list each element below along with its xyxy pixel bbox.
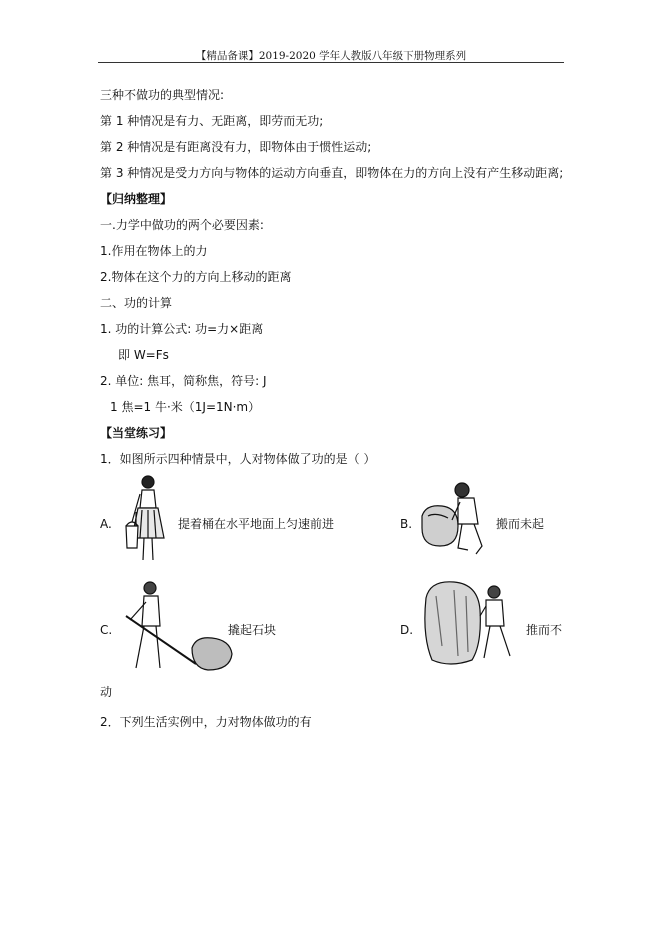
text-line-12: 2. 单位: 焦耳，简称焦，符号: J (100, 374, 267, 388)
man-prying-rock-illustration (116, 578, 238, 674)
text-line-7: 1.作用在物体上的力 (100, 244, 208, 258)
option-a-letter: A. (100, 517, 112, 531)
text-line-6: 一.力学中做功的两个必要因素: (100, 218, 264, 232)
option-c-letter: C. (100, 623, 113, 637)
text-line-1: 三种不做功的典型情况: (100, 88, 225, 102)
text-line-3: 第 2 种情况是有距离没有力，即物体由于惯性运动; (100, 140, 372, 154)
text-line-11: 即 W=Fs (118, 348, 169, 362)
text-line-2: 第 1 种情况是有力、无距离，即劳而无功; (100, 114, 324, 128)
option-b-text: 搬而未起 (496, 517, 545, 531)
section-heading-practice: 【当堂练习】 (100, 426, 173, 440)
text-line-4: 第 3 种情况是受力方向与物体的运动方向垂直，即物体在力的方向上没有产生移动距离; (100, 166, 564, 180)
man-pushing-boulder-illustration (420, 576, 524, 668)
text-line-8: 2.物体在这个力的方向上移动的距离 (100, 270, 292, 284)
option-a-text: 提着桶在水平地面上匀速前进 (178, 517, 335, 531)
question-2: 2．下列生活实例中，力对物体做功的有 (100, 715, 312, 729)
section-heading-summary: 【归纳整理】 (100, 192, 173, 206)
header-divider (98, 62, 564, 63)
option-c-text: 撬起石块 (228, 623, 277, 637)
text-line-9: 二、功的计算 (100, 296, 173, 310)
girl-carrying-bucket-illustration (118, 472, 176, 568)
question-1: 1．如图所示四种情景中，人对物体做了功的是（ ） (100, 452, 376, 466)
option-d-letter: D. (400, 623, 414, 637)
option-d-text: 推而不 (526, 623, 563, 637)
option-d-text-wrap: 动 (100, 685, 113, 699)
text-line-13: 1 焦=1 牛·米（1J=1N·m） (110, 400, 261, 414)
option-b-letter: B. (400, 517, 413, 531)
page-header: 【精品备课】2019-2020 学年人教版八年级下册物理系列 (195, 50, 467, 62)
man-lifting-rock-illustration (418, 476, 494, 562)
text-line-10: 1. 功的计算公式: 功=力×距离 (100, 322, 264, 336)
